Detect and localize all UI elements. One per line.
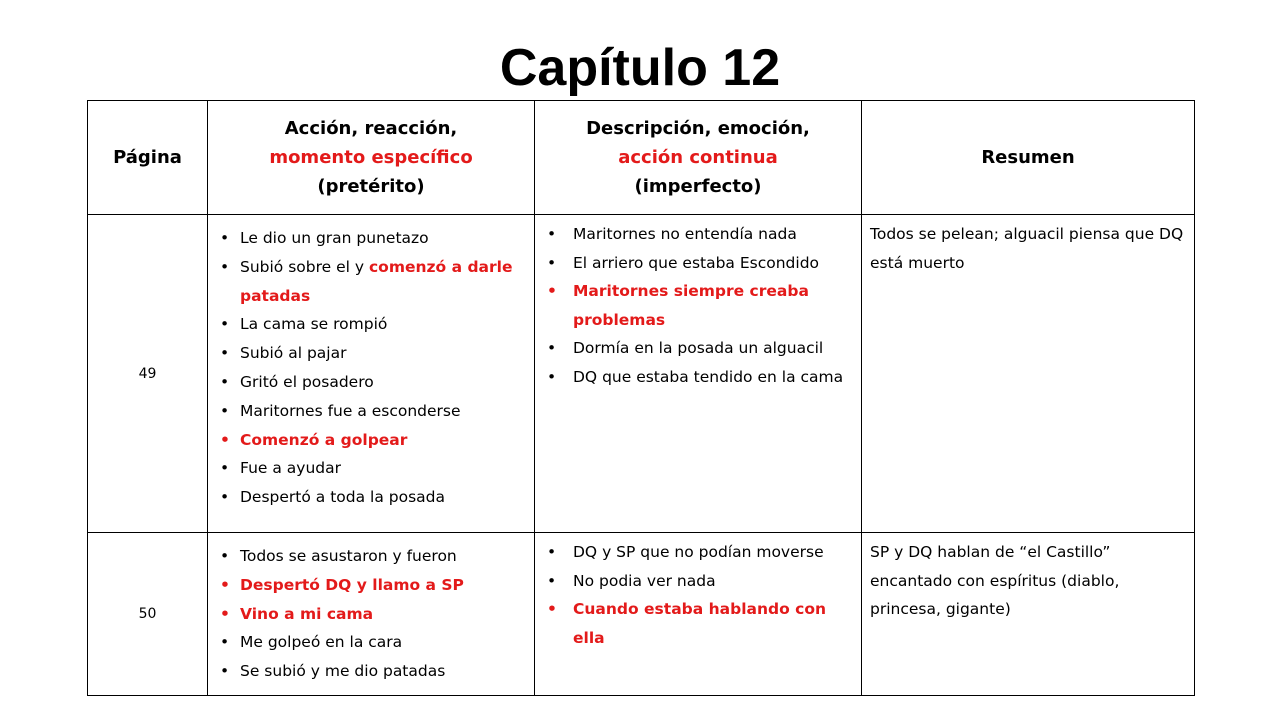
page-title: Capítulo 12 [499, 39, 781, 97]
descripcion-cell [535, 533, 862, 696]
list-item: • Vino a mi cama [214, 600, 530, 629]
table-row [88, 215, 1195, 533]
list-item: • Fue a ayudar [214, 454, 530, 483]
list-item: • Despertó a toda la posada [214, 483, 530, 512]
header-resumen: Resumen [862, 101, 1195, 215]
list-item: • El arriero que estaba Escondido [541, 249, 855, 278]
header-accion-line3: (pretérito) [317, 176, 425, 197]
accion-cell [208, 533, 535, 696]
header-pagina: Página [88, 101, 208, 215]
page-number: 49 [88, 215, 208, 533]
header-accion-line1: Acción, reacción, [284, 118, 458, 139]
header-descripcion-line1: Descripción, emoción, [586, 118, 810, 139]
chapter-table [87, 100, 1195, 696]
list-item [214, 253, 530, 311]
list-item: • Comenzó a golpear [214, 426, 530, 455]
header-descripcion-line3: (imperfecto) [634, 176, 762, 197]
list-item: • DQ que estaba tendido en la cama [541, 363, 855, 392]
list-item: • Se subió y me dio patadas [214, 657, 530, 686]
header-descripcion-line2: acción continua [618, 147, 778, 168]
header-row [88, 101, 1195, 215]
accion-cell [208, 215, 535, 533]
page-number: 50 [88, 533, 208, 696]
list-item: • Dormía en la posada un alguacil [541, 334, 855, 363]
list-item: • Maritornes fue a esconderse [214, 397, 530, 426]
list-item: • Cuando estaba hablando con ella [541, 595, 855, 652]
list-item: • La cama se rompió [214, 310, 530, 339]
header-accion [208, 101, 535, 215]
descripcion-cell [535, 215, 862, 533]
list-item: • Despertó DQ y llamo a SP [214, 571, 530, 600]
list-item: • Le dio un gran punetazo [214, 224, 530, 253]
accion-list [214, 224, 530, 512]
accion-list [214, 542, 530, 686]
header-descripcion [535, 101, 862, 215]
list-item: • Gritó el posadero [214, 368, 530, 397]
header-accion-line2: momento específico [269, 147, 473, 168]
resumen-cell: Todos se pelean; alguacil piensa que DQ está muerto [862, 215, 1195, 533]
descripcion-list [541, 220, 855, 391]
list-item: • Maritornes no entendía nada [541, 220, 855, 249]
list-item: • Me golpeó en la cara [214, 628, 530, 657]
list-item: • Todos se asustaron y fueron [214, 542, 530, 571]
list-item: • Subió al pajar [214, 339, 530, 368]
descripcion-list [541, 538, 855, 652]
list-item: • DQ y SP que no podían moverse [541, 538, 855, 567]
list-item: • Maritornes siempre creaba problemas [541, 277, 855, 334]
table-row [88, 533, 1195, 696]
list-item: • No podia ver nada [541, 567, 855, 596]
list-item-highlight: comenzó a darle patadas [240, 257, 513, 305]
resumen-cell: SP y DQ hablan de “el Castillo” encantado con espíritus (diablo, princesa, gigante) [862, 533, 1195, 696]
list-item-text: Subió sobre el y [240, 257, 369, 276]
